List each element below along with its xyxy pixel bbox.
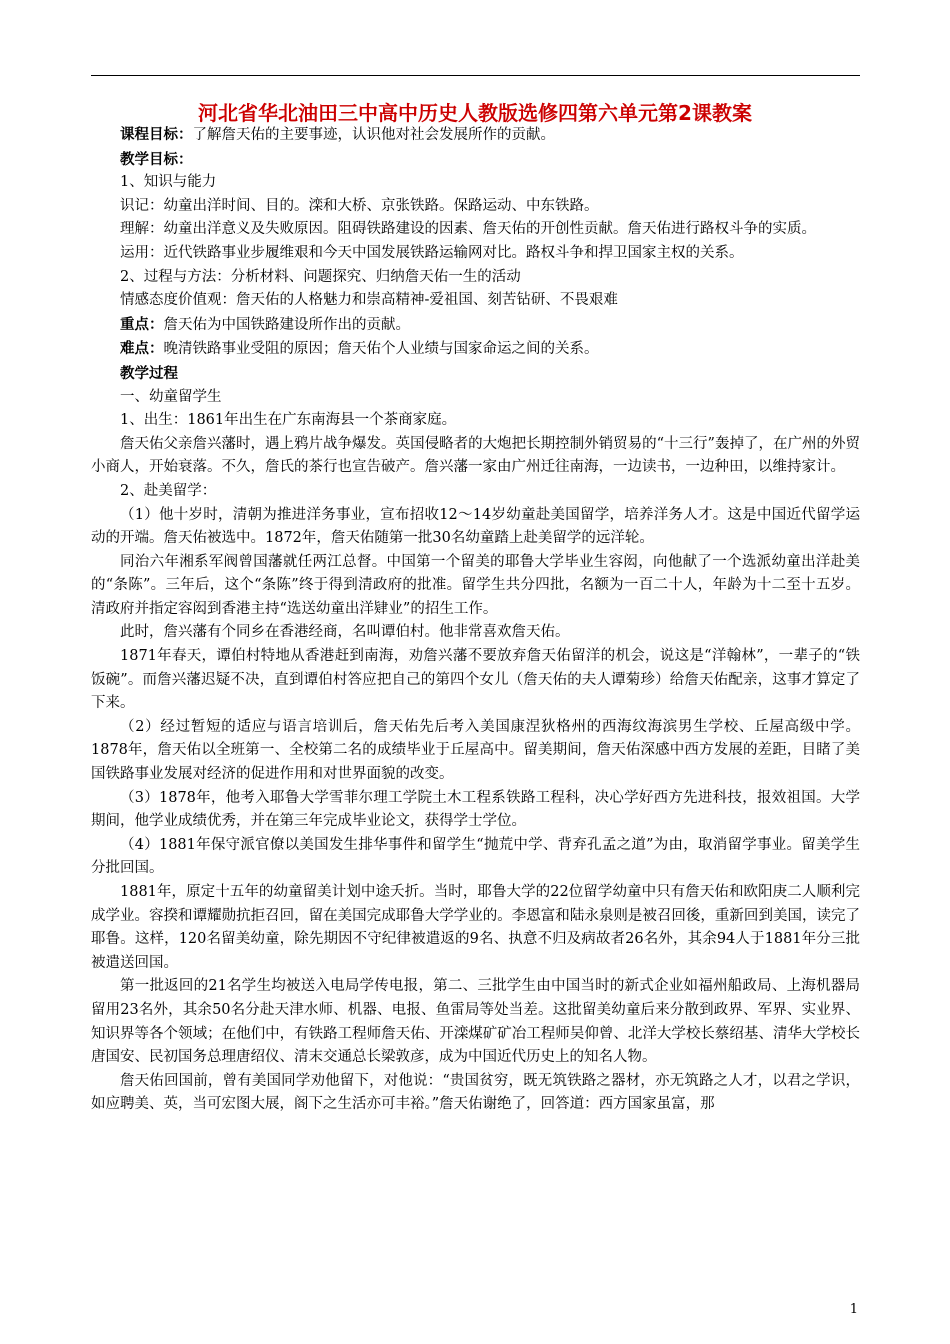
key-point-label: 重点： [120, 315, 164, 333]
header-rule [91, 75, 860, 76]
to-us-heading: 2、赴美留学： [120, 482, 217, 499]
paragraph-1: （1）他十岁时，清朝为推进洋务事业，宣布招收12～14岁幼童赴美国留学，培养洋务人才。这是中国近代留学运动的开端。詹天佑被选中。1872年，詹天佑随第一批30名幼童踏上赴美留学的远洋轮。 [91, 506, 860, 547]
difficult-point-text: 晚清铁路事业受阻的原因；詹天佑个人业绩与国家命运之间的关系。 [163, 341, 599, 358]
father-paragraph: 詹天佑父亲詹兴藩时，遇上鸦片战争爆发。英国侵略者的大炮把长期控制外销贸易的“十三行”轰掉了，在广州的外贸小商人，开始衰落。不久，詹氏的茶行也宣告破产。詹兴藩一家由广州迁往南海，一边读书，一边种田，以维持家计。 [91, 435, 860, 476]
emotion-text: 情感态度价值观：詹天佑的人格魅力和崇高精神-爱祖国、刻苦钻研、不畏艰难 [120, 292, 618, 309]
birth-text: 1、出生：1861年出生在广东南海县一个茶商家庭。 [120, 412, 457, 429]
paragraph-3: （3）1878年，他考入耶鲁大学雪菲尔理工学院土木工程系铁路工程科，决心学好西方先进科技，报效祖国。大学期间，他学业成绩优秀，并在第三年完成毕业论文，获得学士学位。 [91, 789, 860, 830]
course-goal-text: 了解詹天佑的主要事迹，认识他对社会发展所作的贡献。 [192, 127, 555, 143]
teaching-goal-label: 教学目标： [120, 150, 193, 168]
difficult-point-label: 难点： [120, 340, 164, 358]
first-batch-paragraph: 第一批返回的21名学生均被送入电局学传电报，第二、三批学生由中国当时的新式企业如福州船政局、上海机器局留用23名外，其余50名分赴天津水师、机器、电报、鱼雷局等处当差。这批留美幼童后来分散到政界、军界、实业界、知识界等各个领域；在他们中，有铁路工程师詹天佑、开滦煤矿矿冶工程师吴仰曾、北洋大学校长蔡绍基、清华大学校长唐国安、民初国务总理唐绍仪、清末交通总长梁敦彦，成为中国近代历史上的知名人物。 [91, 978, 860, 1066]
1881-paragraph: 1881年，原定十五年的幼童留美计划中途夭折。当时，耶鲁大学的22位留学幼童中只有詹天佑和欧阳庚二人顺利完成学业。容揆和谭耀勋抗拒召回，留在美国完成耶鲁大学学业的。李恩富和陆永泉则是被召回後，重新回到美国，读完了耶鲁。这样，120名留美幼童，除先期因不守纪律被遣返的9名、执意不归及病故者26名外，其余94人于1881年分三批被遣送回国。 [91, 884, 860, 971]
return-paragraph: 詹天佑回国前，曾有美国同学劝他留下，对他说：“贵国贫穷，既无筑铁路之器材，亦无筑路之人才，以君之学识，如应聘美、英，当可宏图大展，阁下之生活亦可丰裕。”詹天佑谢绝了，回答道：西方国家虽富，那 [91, 1072, 860, 1113]
knowledge-heading: 1、知识与能力 [120, 174, 217, 191]
paragraph-2: （2）经过暂短的适应与语言培训后，詹天佑先后考入美国康涅狄格州的西海纹海滨男生学校、丘屋高级中学。1878年，詹天佑以全班第一、全校第二名的成绩毕业于丘屋高中。留美期间，詹天佑深感中西方发展的差距，目睹了美国铁路事业发展对经济的促进作用和对世界面貌的改变。 [91, 718, 860, 783]
document-body [91, 123, 860, 1117]
apply-text: 运用：近代铁路事业步履维艰和今天中国发展铁路运输网对比。路权斗争和捍卫国家主权的关系。 [120, 244, 744, 261]
recall-text: 识记：幼童出洋时间、目的。滦和大桥、京张铁路。保路运动、中东铁路。 [120, 197, 599, 214]
process-label: 教学过程 [120, 364, 178, 382]
page-number: 1 [849, 1302, 858, 1317]
difficult-point [91, 337, 860, 362]
understand-text: 理解：幼童出洋意义及失败原因。阻碍铁路建设的因素、詹天佑的开创性贡献。詹天佑进行路权斗争的实质。 [120, 221, 816, 238]
tongzhi-paragraph: 同治六年湘系军阀曾国藩就任两江总督。中国第一个留美的耶鲁大学毕业生容闳，向他献了一个选派幼童出洋赴美的“条陈”。三年后，这个“条陈”终于得到清政府的批准。留学生共分四批，名额为一百二十人，年龄为十二至十五岁。清政府并指定容闳到香港主持“选送幼童出洋肄业”的招生工作。 [91, 553, 860, 617]
process-method-text: 2、过程与方法：分析材料、问题探究、归纳詹天佑一生的活动 [120, 268, 521, 285]
course-goal-label: 课程目标： [120, 126, 193, 143]
course-goal [91, 123, 860, 148]
tan-paragraph: 此时，詹兴藩有个同乡在香港经商，名叫谭伯村。他非常喜欢詹天佑。 [120, 624, 570, 641]
key-point [91, 313, 860, 338]
key-point-text: 詹天佑为中国铁路建设所作出的贡献。 [163, 316, 410, 333]
section-heading-1: 一、幼童留学生 [120, 388, 222, 405]
1871-paragraph: 1871年春天，谭伯村特地从香港赶到南海，劝詹兴藩不要放弃詹天佑留洋的机会，说这是“洋翰林”，一辈子的“铁饭碗”。而詹兴藩迟疑不决，直到谭伯村答应把自己的第四个女儿（詹天佑的夫人谭菊珍）给詹天佑配亲，这事才算定了下来。 [91, 648, 860, 712]
document-title: 河北省华北油田三中高中历史人教版选修四第六单元第2课教案 [198, 101, 752, 125]
paragraph-4: （4）1881年保守派官僚以美国发生排华事件和留学生“抛荒中学、背弃孔孟之道”为由，取消留学事业。留美学生分批回国。 [91, 836, 860, 877]
